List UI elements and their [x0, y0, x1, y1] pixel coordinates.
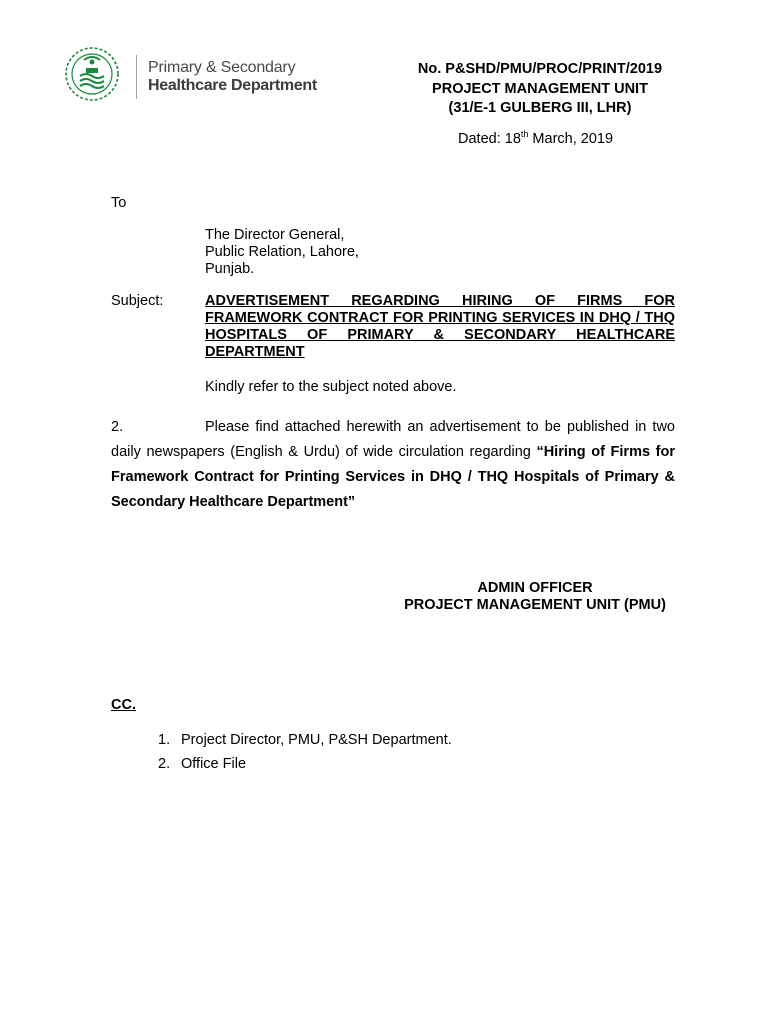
cc-list-item [158, 732, 452, 748]
cc-item-number: 2. [158, 756, 171, 772]
paragraph-text: Please find attached herewith an advertisement to be published in two daily newspapers (English & Urdu) of wide circulation regarding [111, 419, 675, 460]
cc-list-item [158, 756, 246, 772]
letterhead-divider [136, 55, 137, 99]
date-month-year: March, 2019 [528, 131, 614, 147]
refer-line: Kindly refer to the subject noted above. [205, 379, 457, 395]
dept-name-line2: Healthcare Department [148, 77, 317, 94]
cc-item-text: Office File [181, 756, 247, 772]
signatory-title: ADMIN OFFICER [477, 580, 593, 596]
reference-number: No. P&SHD/PMU/PROC/PRINT/2019 [417, 61, 663, 77]
paragraph-number: 2. [111, 419, 124, 435]
unit-address: (31/E-1 GULBERG III, LHR) [448, 100, 632, 116]
recipient-line1: The Director General, [205, 227, 345, 243]
paragraph-bold-text: “Hiring of Firms for Framework Contract for Printing Services in DHQ / THQ Hospitals of Primary & Secondary Healthcare Department” [111, 444, 675, 510]
cc-item-number: 1. [158, 732, 171, 748]
dept-name-line1: Primary & Secondary [148, 59, 296, 76]
to-label: To [111, 195, 127, 211]
recipient-line3: Punjab. [205, 261, 255, 277]
signatory-unit: PROJECT MANAGEMENT UNIT (PMU) [404, 597, 666, 613]
unit-name: PROJECT MANAGEMENT UNIT [432, 81, 648, 97]
date-line [458, 131, 613, 147]
punjab-govt-logo [64, 46, 120, 102]
subject-text: ADVERTISEMENT REGARDING HIRING OF FIRMS FOR FRAMEWORK CONTRACT FOR PRINTING SERVICES IN DHQ / THQ HOSPITALS OF PRIMARY & SECONDARY HEALTHCARE DEPARTMENT [205, 293, 675, 360]
paragraph-2 [111, 415, 675, 515]
date-suffix-sup: th [520, 129, 529, 140]
subject-label: Subject: [111, 293, 164, 309]
cc-item-text: Project Director, PMU, P&SH Department. [181, 732, 452, 748]
date-prefix: Dated: 18 [458, 131, 521, 147]
cc-label: CC. [111, 697, 136, 713]
recipient-line2: Public Relation, Lahore, [205, 244, 359, 260]
